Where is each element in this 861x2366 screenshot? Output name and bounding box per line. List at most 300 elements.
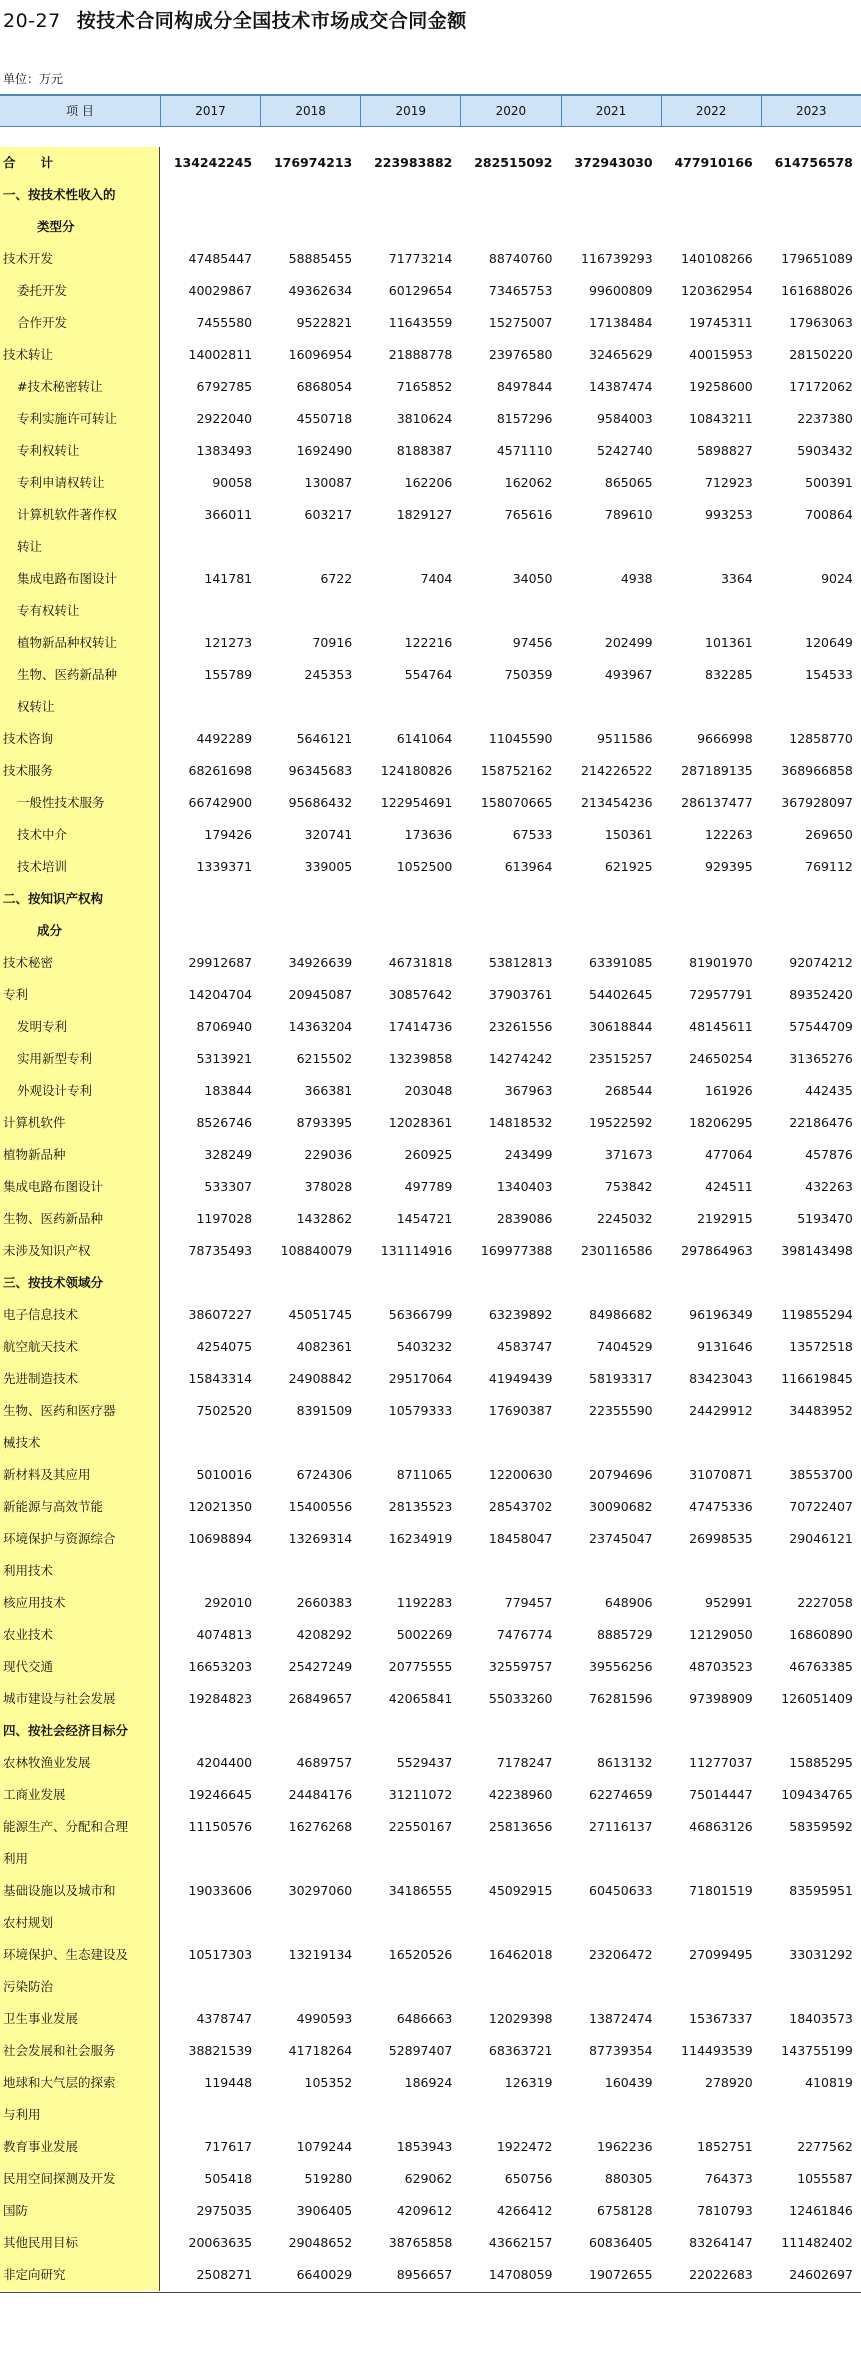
value-cell: 56366799 bbox=[388, 1307, 453, 1322]
value-cell: 48703523 bbox=[689, 1659, 753, 1674]
row-label-line: 生物、医药新品种 bbox=[3, 1211, 104, 1226]
value-cell: 372943030 bbox=[574, 155, 653, 170]
value-cell: 68261698 bbox=[188, 763, 253, 778]
value-cell: 1192283 bbox=[396, 1595, 453, 1610]
table-row bbox=[0, 147, 861, 179]
value-cell: 278920 bbox=[705, 2075, 753, 2090]
value-cell: 42238960 bbox=[488, 1787, 553, 1802]
row-label bbox=[0, 1107, 160, 1139]
table-row bbox=[0, 179, 861, 243]
row-label bbox=[0, 1267, 160, 1299]
value-cell: 12129050 bbox=[689, 1627, 753, 1642]
row-label-line: 新能源与高效节能 bbox=[3, 1499, 104, 1514]
value-cell bbox=[661, 1267, 761, 1299]
value-cell: 519280 bbox=[304, 2171, 353, 2186]
value-cell: 116619845 bbox=[781, 1371, 853, 1386]
value-cell: 4550718 bbox=[296, 411, 353, 426]
value-cell: 46863126 bbox=[689, 1819, 753, 1834]
value-cell: 15275007 bbox=[488, 315, 553, 330]
value-cell: 83423043 bbox=[689, 1371, 753, 1386]
table-row bbox=[0, 1715, 861, 1747]
table-row bbox=[0, 979, 861, 1011]
value-cell: 83264147 bbox=[689, 2235, 753, 2250]
row-label-line: 新材料及其应用 bbox=[3, 1467, 91, 1482]
value-cell: 111482402 bbox=[781, 2235, 853, 2250]
value-cell: 1454721 bbox=[396, 1211, 453, 1226]
value-cell: 57544709 bbox=[789, 1019, 853, 1034]
value-cell: 554764 bbox=[404, 667, 453, 682]
value-cell: 4254075 bbox=[196, 1339, 253, 1354]
value-cell: 1922472 bbox=[496, 2139, 553, 2154]
value-cell: 6486663 bbox=[396, 2011, 453, 2026]
row-label bbox=[0, 1363, 160, 1395]
row-label-line: 集成电路布图设计 bbox=[3, 1179, 104, 1194]
row-label-line: 植物新品种 bbox=[3, 1147, 66, 1162]
row-label bbox=[0, 1523, 160, 1587]
value-cell: 424511 bbox=[705, 1179, 753, 1194]
value-cell: 34050 bbox=[512, 571, 553, 586]
value-cell: 7404529 bbox=[596, 1339, 653, 1354]
value-cell bbox=[160, 1715, 260, 1747]
value-cell: 10517303 bbox=[188, 1947, 253, 1962]
table-row bbox=[0, 1779, 861, 1811]
value-cell: 10698894 bbox=[188, 1531, 253, 1546]
row-label-line: 能源生产、分配和合理 bbox=[3, 1819, 129, 1834]
value-cell bbox=[761, 883, 861, 947]
value-cell: 30857642 bbox=[388, 987, 453, 1002]
value-cell: 27116137 bbox=[589, 1819, 653, 1834]
value-cell: 15885295 bbox=[789, 1755, 853, 1770]
value-cell: 2245032 bbox=[596, 1211, 653, 1226]
value-cell: 339005 bbox=[304, 859, 353, 874]
value-cell: 493967 bbox=[604, 667, 653, 682]
value-cell: 99600809 bbox=[589, 283, 653, 298]
value-cell: 29046121 bbox=[789, 1531, 853, 1546]
value-cell: 32465629 bbox=[589, 347, 653, 362]
row-label-line: 械技术 bbox=[3, 1435, 41, 1450]
value-cell: 124180826 bbox=[380, 763, 453, 778]
value-cell: 16234919 bbox=[388, 1531, 453, 1546]
value-cell: 4209612 bbox=[396, 2203, 453, 2218]
value-cell: 765616 bbox=[504, 507, 553, 522]
value-cell: 169977388 bbox=[480, 1243, 553, 1258]
value-cell: 33031292 bbox=[789, 1947, 853, 1962]
value-cell bbox=[460, 1715, 560, 1747]
row-label-line: 航空航天技术 bbox=[3, 1339, 79, 1354]
value-cell: 17138484 bbox=[589, 315, 653, 330]
row-label-line: 技术培训 bbox=[17, 859, 68, 874]
value-cell: 320741 bbox=[304, 827, 353, 842]
value-cell: 66742900 bbox=[188, 795, 253, 810]
row-label-line: 社会发展和社会服务 bbox=[3, 2043, 116, 2058]
value-cell: 71773214 bbox=[388, 251, 453, 266]
row-label-line: 非定向研究 bbox=[3, 2267, 66, 2282]
table-row bbox=[0, 1363, 861, 1395]
value-cell: 500391 bbox=[805, 475, 853, 490]
table-row bbox=[0, 1107, 861, 1139]
table-row bbox=[0, 1651, 861, 1683]
row-label bbox=[0, 787, 160, 819]
value-cell: 368966858 bbox=[781, 763, 853, 778]
value-cell: 648906 bbox=[604, 1595, 653, 1610]
row-label-line: 专利 bbox=[3, 987, 29, 1002]
table-row bbox=[0, 371, 861, 403]
value-cell: 10843211 bbox=[689, 411, 753, 426]
value-cell: 4204400 bbox=[196, 1755, 253, 1770]
value-cell: 15367337 bbox=[689, 2011, 753, 2026]
value-cell: 30297060 bbox=[288, 1883, 353, 1898]
value-cell: 186924 bbox=[404, 2075, 453, 2090]
value-cell: 6722 bbox=[320, 571, 353, 586]
table-row bbox=[0, 1523, 861, 1587]
value-cell: 5646121 bbox=[296, 731, 353, 746]
row-label-line: 专利申请权转让 bbox=[17, 475, 105, 490]
row-label-line: #技术秘密转让 bbox=[17, 379, 103, 394]
value-cell: 366011 bbox=[204, 507, 253, 522]
row-label-line: 专利权转让 bbox=[17, 443, 80, 458]
data-table bbox=[0, 94, 861, 2291]
table-row bbox=[0, 1619, 861, 1651]
row-label bbox=[0, 1299, 160, 1331]
value-cell: 105352 bbox=[304, 2075, 353, 2090]
value-cell: 52897407 bbox=[388, 2043, 453, 2058]
value-cell bbox=[260, 1715, 360, 1747]
value-cell: 48145611 bbox=[689, 1019, 753, 1034]
value-cell bbox=[761, 1715, 861, 1747]
value-cell: 16860890 bbox=[789, 1627, 853, 1642]
value-cell: 24908842 bbox=[288, 1371, 353, 1386]
value-cell: 24429912 bbox=[689, 1403, 753, 1418]
value-cell: 19258600 bbox=[689, 379, 753, 394]
value-cell: 158070665 bbox=[480, 795, 553, 810]
row-label-line: 环境保护与资源综合 bbox=[3, 1531, 116, 1546]
row-label bbox=[0, 2003, 160, 2035]
value-cell: 131114916 bbox=[380, 1243, 453, 1258]
value-cell: 13239858 bbox=[388, 1051, 453, 1066]
value-cell: 14363204 bbox=[288, 1019, 353, 1034]
value-cell: 18206295 bbox=[689, 1115, 753, 1130]
table-row bbox=[0, 2195, 861, 2227]
value-cell: 141781 bbox=[204, 571, 253, 586]
table-row bbox=[0, 1491, 861, 1523]
table-row bbox=[0, 307, 861, 339]
row-label-line: 城市建设与社会发展 bbox=[3, 1691, 116, 1706]
row-label bbox=[0, 1747, 160, 1779]
row-label bbox=[0, 1203, 160, 1235]
value-cell: 49362634 bbox=[288, 283, 353, 298]
value-cell bbox=[360, 179, 460, 243]
value-cell: 4990593 bbox=[296, 2011, 353, 2026]
value-cell: 37903761 bbox=[488, 987, 553, 1002]
value-cell: 6640029 bbox=[296, 2267, 353, 2282]
value-cell: 7455580 bbox=[196, 315, 253, 330]
value-cell: 12021350 bbox=[188, 1499, 253, 1514]
value-cell: 150361 bbox=[604, 827, 653, 842]
value-cell: 24484176 bbox=[288, 1787, 353, 1802]
value-cell: 45051745 bbox=[288, 1307, 353, 1322]
value-cell: 214226522 bbox=[581, 763, 653, 778]
value-cell: 16096954 bbox=[288, 347, 353, 362]
value-cell: 121273 bbox=[204, 635, 253, 650]
value-cell: 753842 bbox=[604, 1179, 653, 1194]
value-cell: 16653203 bbox=[188, 1659, 253, 1674]
value-cell: 71801519 bbox=[689, 1883, 753, 1898]
table-row bbox=[0, 1139, 861, 1171]
value-cell: 116739293 bbox=[581, 251, 653, 266]
row-label bbox=[0, 243, 160, 275]
value-cell: 120649 bbox=[805, 635, 853, 650]
table-row bbox=[0, 1811, 861, 1875]
value-cell: 6141064 bbox=[396, 731, 453, 746]
row-label bbox=[0, 1075, 160, 1107]
table-row bbox=[0, 2131, 861, 2163]
value-cell: 162206 bbox=[404, 475, 453, 490]
value-cell: 712923 bbox=[705, 475, 753, 490]
value-cell: 8157296 bbox=[496, 411, 553, 426]
value-cell: 34926639 bbox=[288, 955, 353, 970]
value-cell: 1383493 bbox=[196, 443, 253, 458]
value-cell: 2227058 bbox=[797, 1595, 853, 1610]
value-cell: 20775555 bbox=[388, 1659, 453, 1674]
row-label bbox=[0, 1395, 160, 1459]
value-cell: 1339371 bbox=[196, 859, 253, 874]
value-cell: 47485447 bbox=[188, 251, 253, 266]
value-cell: 23976580 bbox=[488, 347, 553, 362]
table-row bbox=[0, 1939, 861, 2003]
table-row bbox=[0, 659, 861, 723]
value-cell: 4378747 bbox=[196, 2011, 253, 2026]
value-cell: 1853943 bbox=[396, 2139, 453, 2154]
value-cell: 4689757 bbox=[296, 1755, 353, 1770]
value-cell: 1079244 bbox=[296, 2139, 353, 2154]
value-cell: 16462018 bbox=[488, 1947, 553, 1962]
value-cell: 378028 bbox=[304, 1179, 353, 1194]
value-cell: 28543702 bbox=[488, 1499, 553, 1514]
row-label-line: 技术服务 bbox=[3, 763, 54, 778]
value-cell: 120362954 bbox=[681, 283, 753, 298]
table-row bbox=[0, 787, 861, 819]
value-cell: 367963 bbox=[504, 1083, 553, 1098]
table-row bbox=[0, 403, 861, 435]
value-cell: 183844 bbox=[204, 1083, 253, 1098]
value-cell: 14387474 bbox=[589, 379, 653, 394]
value-cell: 769112 bbox=[805, 859, 853, 874]
header-year: 2020 bbox=[460, 96, 560, 126]
value-cell: 442435 bbox=[805, 1083, 853, 1098]
value-cell: 13219134 bbox=[288, 1947, 353, 1962]
header-year: 2018 bbox=[260, 96, 360, 126]
table-row bbox=[0, 1299, 861, 1331]
value-cell: 3906405 bbox=[296, 2203, 353, 2218]
row-label bbox=[0, 1235, 160, 1267]
row-label-line: 专有权转让 bbox=[17, 603, 80, 618]
table-row bbox=[0, 2227, 861, 2259]
value-cell: 497789 bbox=[404, 1179, 453, 1194]
row-label bbox=[0, 1619, 160, 1651]
row-label-line: 发明专利 bbox=[17, 1019, 68, 1034]
value-cell: 2508271 bbox=[196, 2267, 253, 2282]
header-year: 2022 bbox=[661, 96, 761, 126]
value-cell: 5242740 bbox=[596, 443, 653, 458]
table-row bbox=[0, 275, 861, 307]
value-cell: 11045590 bbox=[488, 731, 553, 746]
value-cell: 97456 bbox=[512, 635, 553, 650]
value-cell: 19246645 bbox=[188, 1787, 253, 1802]
value-cell: 17172062 bbox=[789, 379, 853, 394]
value-cell: 4266412 bbox=[496, 2203, 553, 2218]
row-label bbox=[0, 339, 160, 371]
value-cell: 41718264 bbox=[288, 2043, 353, 2058]
value-cell: 286137477 bbox=[681, 795, 753, 810]
header-year: 2019 bbox=[360, 96, 460, 126]
value-cell: 75014447 bbox=[689, 1787, 753, 1802]
row-label-line: 植物新品种权转让 bbox=[17, 635, 118, 650]
row-label bbox=[0, 1459, 160, 1491]
value-cell: 12029398 bbox=[488, 2011, 553, 2026]
value-cell: 268544 bbox=[604, 1083, 653, 1098]
table-row bbox=[0, 2003, 861, 2035]
value-cell: 6792785 bbox=[196, 379, 253, 394]
value-cell: 160439 bbox=[604, 2075, 653, 2090]
row-label-line: 技术转让 bbox=[3, 347, 54, 362]
value-cell bbox=[460, 883, 560, 947]
row-label bbox=[0, 1779, 160, 1811]
value-cell: 22550167 bbox=[388, 1819, 453, 1834]
value-cell: 5313921 bbox=[196, 1051, 253, 1066]
value-cell: 1962236 bbox=[596, 2139, 653, 2154]
value-cell: 14002811 bbox=[188, 347, 253, 362]
value-cell: 8526746 bbox=[196, 1115, 253, 1130]
value-cell: 58885455 bbox=[288, 251, 353, 266]
row-label-line: 先进制造技术 bbox=[3, 1371, 79, 1386]
value-cell: 30618844 bbox=[589, 1019, 653, 1034]
value-cell: 76281596 bbox=[589, 1691, 653, 1706]
value-cell: 114493539 bbox=[681, 2043, 753, 2058]
value-cell: 10579333 bbox=[388, 1403, 453, 1418]
value-cell: 13572518 bbox=[789, 1339, 853, 1354]
page-title bbox=[3, 6, 467, 33]
header-year: 2017 bbox=[160, 96, 260, 126]
value-cell: 29517064 bbox=[388, 1371, 453, 1386]
row-label bbox=[0, 1171, 160, 1203]
table-row bbox=[0, 1171, 861, 1203]
value-cell: 8497844 bbox=[496, 379, 553, 394]
value-cell: 1692490 bbox=[296, 443, 353, 458]
row-label-line: 利用 bbox=[3, 1851, 29, 1866]
value-cell: 477910166 bbox=[674, 155, 753, 170]
value-cell: 25813656 bbox=[488, 1819, 553, 1834]
table-row bbox=[0, 851, 861, 883]
value-cell: 8391509 bbox=[296, 1403, 353, 1418]
value-cell: 9024 bbox=[821, 571, 853, 586]
row-label bbox=[0, 2035, 160, 2067]
row-label-line: 实用新型专利 bbox=[17, 1051, 93, 1066]
value-cell bbox=[761, 179, 861, 243]
row-label-line: 类型分 bbox=[37, 219, 75, 234]
table-row bbox=[0, 1747, 861, 1779]
row-label-line: 计算机软件著作权 bbox=[17, 507, 118, 522]
value-cell: 7476774 bbox=[496, 1627, 553, 1642]
value-cell: 22186476 bbox=[789, 1115, 853, 1130]
value-cell: 12028361 bbox=[388, 1115, 453, 1130]
value-cell: 58359592 bbox=[789, 1819, 853, 1834]
value-cell: 2237380 bbox=[797, 411, 853, 426]
value-cell bbox=[561, 1715, 661, 1747]
value-cell: 203048 bbox=[404, 1083, 453, 1098]
value-cell: 2839086 bbox=[496, 1211, 553, 1226]
value-cell: 11643559 bbox=[388, 315, 453, 330]
value-cell bbox=[561, 179, 661, 243]
row-label-line: 污染防治 bbox=[3, 1979, 54, 1994]
row-label bbox=[0, 627, 160, 659]
value-cell: 161688026 bbox=[781, 283, 853, 298]
value-cell: 101361 bbox=[705, 635, 753, 650]
value-cell: 29912687 bbox=[188, 955, 253, 970]
value-cell: 5903432 bbox=[797, 443, 853, 458]
value-cell: 328249 bbox=[204, 1147, 253, 1162]
value-cell: 2277562 bbox=[797, 2139, 853, 2154]
value-cell: 162062 bbox=[504, 475, 553, 490]
value-cell: 297864963 bbox=[681, 1243, 753, 1258]
value-cell: 4208292 bbox=[296, 1627, 353, 1642]
value-cell: 23745047 bbox=[589, 1531, 653, 1546]
value-cell: 55033260 bbox=[488, 1691, 553, 1706]
value-cell: 8188387 bbox=[396, 443, 453, 458]
value-cell: 28135523 bbox=[388, 1499, 453, 1514]
value-cell: 60836405 bbox=[589, 2235, 653, 2250]
value-cell bbox=[761, 1267, 861, 1299]
value-cell: 38553700 bbox=[789, 1467, 853, 1482]
value-cell: 1340403 bbox=[496, 1179, 553, 1194]
row-label-line: 农业技术 bbox=[3, 1627, 54, 1642]
value-cell: 22022683 bbox=[689, 2267, 753, 2282]
table-title: 按技术合同构成分全国技术市场成交合同金额 bbox=[76, 10, 467, 32]
row-label bbox=[0, 1875, 160, 1939]
table-header bbox=[0, 94, 861, 127]
row-label-line: 集成电路布图设计 bbox=[17, 571, 118, 586]
value-cell: 366381 bbox=[304, 1083, 353, 1098]
row-label bbox=[0, 1043, 160, 1075]
value-cell: 779457 bbox=[504, 1595, 553, 1610]
row-label bbox=[0, 947, 160, 979]
value-cell: 614756578 bbox=[774, 155, 853, 170]
value-cell: 398143498 bbox=[781, 1243, 853, 1258]
row-label-line: 地球和大气层的探索 bbox=[3, 2075, 116, 2090]
value-cell: 87739354 bbox=[589, 2043, 653, 2058]
value-cell: 750359 bbox=[504, 667, 553, 682]
table-row bbox=[0, 2163, 861, 2195]
value-cell: 367928097 bbox=[781, 795, 853, 810]
value-cell: 14204704 bbox=[188, 987, 253, 1002]
value-cell: 38607227 bbox=[188, 1307, 253, 1322]
row-label bbox=[0, 435, 160, 467]
value-cell: 53812813 bbox=[488, 955, 553, 970]
row-label-line: 计算机软件 bbox=[3, 1115, 66, 1130]
value-cell: 5010016 bbox=[196, 1467, 253, 1482]
value-cell: 19284823 bbox=[188, 1691, 253, 1706]
row-label bbox=[0, 179, 160, 243]
value-cell: 4938 bbox=[620, 571, 653, 586]
value-cell: 67533 bbox=[512, 827, 553, 842]
value-cell: 410819 bbox=[805, 2075, 853, 2090]
value-cell: 8885729 bbox=[596, 1627, 653, 1642]
table-row bbox=[0, 1331, 861, 1363]
value-cell bbox=[260, 883, 360, 947]
value-cell: 3364 bbox=[720, 571, 753, 586]
value-cell: 92074212 bbox=[789, 955, 853, 970]
row-label bbox=[0, 1331, 160, 1363]
value-cell: 19745311 bbox=[689, 315, 753, 330]
